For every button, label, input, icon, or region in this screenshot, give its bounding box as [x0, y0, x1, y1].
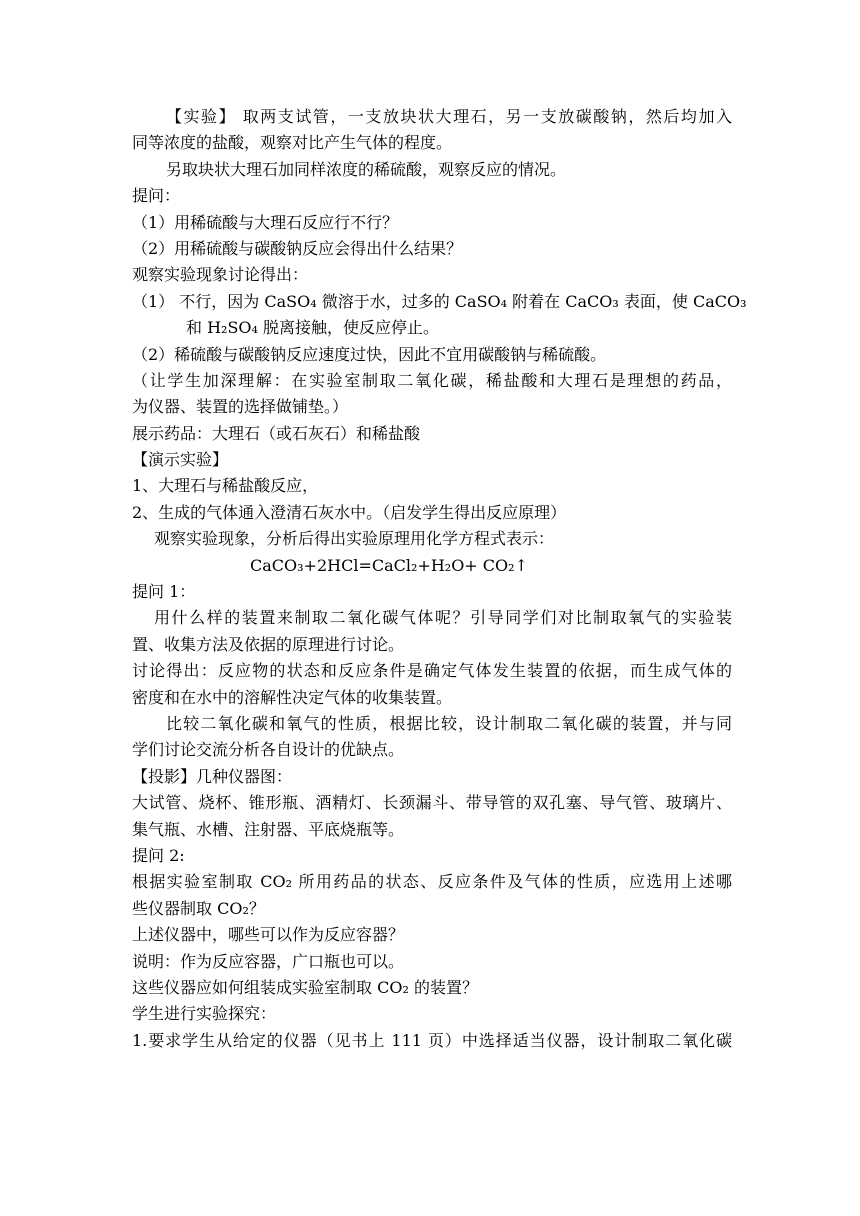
- text-line: （让学生加深理解：在实验室制取二氧化碳，稀盐酸和大理石是理想的药品，: [132, 370, 732, 390]
- text-line: 置、收集方法及依据的原理进行讨论。: [132, 634, 405, 654]
- text-line: 提问：: [132, 186, 181, 206]
- text-line: 为仪器、装置的选择做铺垫。）: [132, 397, 349, 417]
- text-line: 提问 2:: [132, 845, 185, 865]
- text-line: 集气瓶、水槽、注射器、平底烧瓶等。: [132, 819, 405, 839]
- text-line: （2）稀硫酸与碳酸钠反应速度过快，因此不宜用碳酸钠与稀硫酸。: [132, 344, 607, 364]
- text-line: 根据实验室制取 CO₂ 所用药品的状态、反应条件及气体的性质，应选用上述哪: [132, 872, 732, 892]
- text-line: 密度和在水中的溶解性决定气体的收集装置。: [132, 687, 453, 707]
- text-line: 1.要求学生从给定的仪器（见书上 111 页）中选择适当仪器，设计制取二氧化碳: [132, 1030, 732, 1050]
- text-line: 同等浓度的盐酸，观察对比产生气体的程度。: [132, 133, 453, 153]
- text-line: 2、生成的气体通入澄清石灰水中。（启发学生得出反应原理）: [132, 502, 567, 522]
- text-line: 提问 1：: [132, 582, 196, 602]
- text-line: 1、大理石与稀盐酸反应，: [132, 476, 319, 496]
- text-line: 学生进行实验探究：: [132, 1004, 277, 1024]
- text-line: 学们讨论交流分析各自设计的优缺点。: [132, 740, 405, 760]
- text-line: 【实验】 取两支试管，一支放块状大理石，另一支放碳酸钠，然后均加入: [166, 107, 732, 126]
- text-line: 这些仪器应如何组装成实验室制取 CO₂ 的装置？: [132, 977, 478, 997]
- text-line: 展示药品：大理石（或石灰石）和稀盐酸: [132, 423, 421, 443]
- text-line: 另取块状大理石加同样浓度的稀硫酸，观察反应的情况。: [166, 159, 567, 179]
- text-line: 和 H₂SO₄ 脱离接触，使反应停止。: [186, 318, 440, 338]
- text-line: 些仪器制取 CO₂？: [132, 898, 265, 918]
- section-heading: 【演示实验】: [132, 450, 229, 470]
- text-line: 观察实验现象，分析后得出实验原理用化学方程式表示：: [154, 529, 555, 549]
- text-line: 讨论得出：反应物的状态和反应条件是确定气体发生装置的依据，而生成气体的: [132, 661, 732, 681]
- document-body: [132, 104, 747, 1054]
- text-line: 比较二氧化碳和氧气的性质，根据比较，设计制取二氧化碳的装置，并与同: [166, 713, 732, 733]
- text-line: （1）用稀硫酸与大理石反应行不行？: [132, 212, 399, 232]
- text-line: 观察实验现象讨论得出：: [132, 265, 309, 285]
- chemical-equation: CaCO₃+2HCl=CaCl₂+H₂O+ CO₂↑: [250, 555, 528, 575]
- text-line: 【投影】几种仪器图：: [132, 766, 293, 786]
- text-line: （2）用稀硫酸与碳酸钠反应会得出什么结果？: [132, 238, 463, 258]
- text-line: 上述仪器中，哪些可以作为反应容器？: [132, 925, 405, 945]
- text-line: 用什么样的装置来制取二氧化碳气体呢？引导同学们对比制取氧气的实验装: [154, 608, 732, 628]
- text-line: （1） 不行，因为 CaSO₄ 微溶于水，过多的 CaSO₄ 附着在 CaCO₃ 表面，使 CaCO₃: [132, 291, 747, 311]
- text-line: 说明：作为反应容器，广口瓶也可以。: [132, 951, 405, 971]
- text-line: 大试管、烧杯、锥形瓶、酒精灯、长颈漏斗、带导管的双孔塞、导气管、玻璃片、: [132, 793, 732, 813]
